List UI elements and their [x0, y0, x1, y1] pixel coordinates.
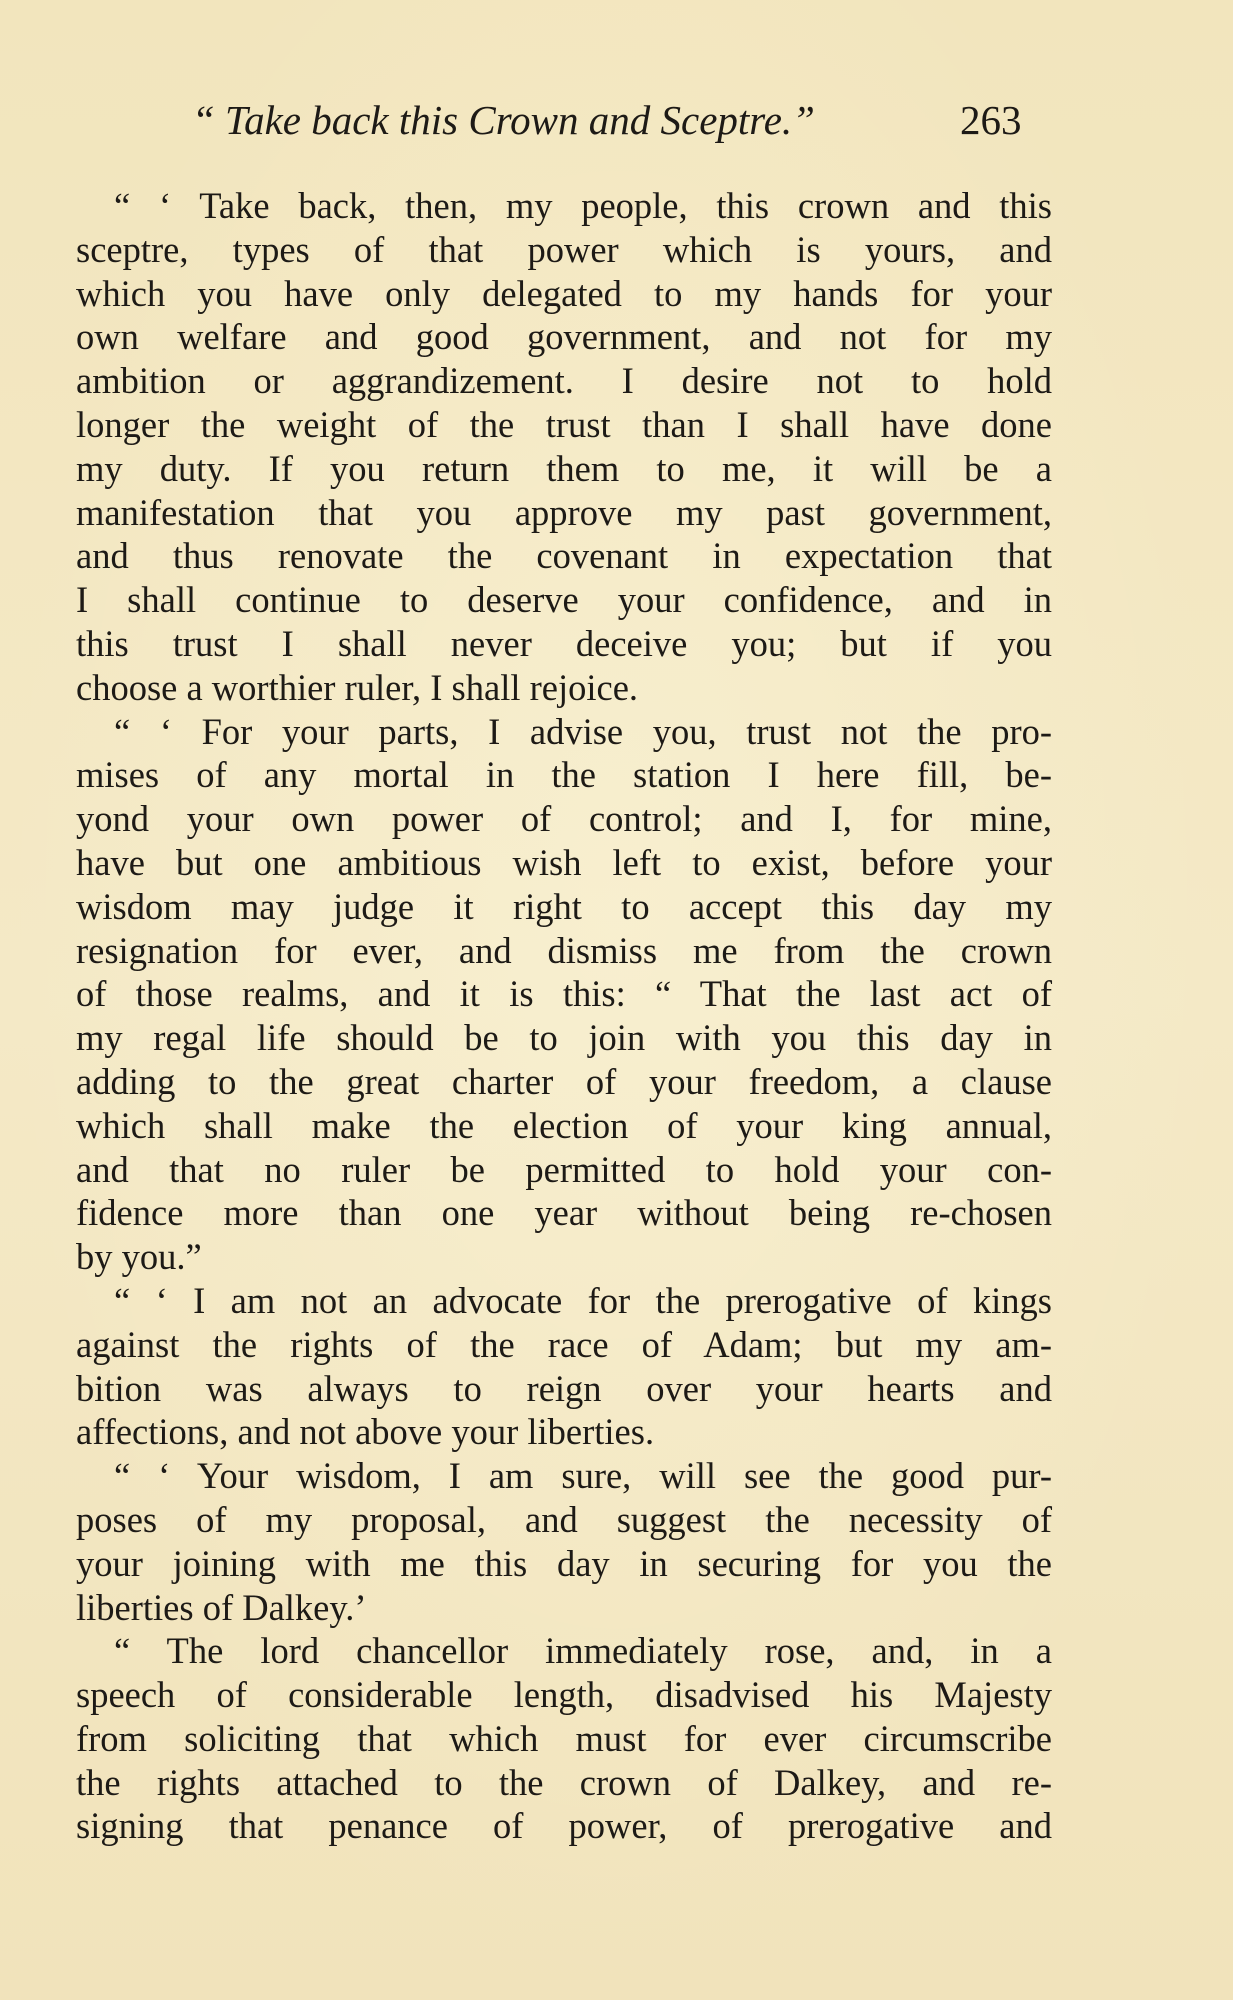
text-line: which shall make the election of your king annual,	[76, 1104, 1052, 1146]
text-line: from soliciting that which must for ever circumscribe	[76, 1717, 1052, 1759]
body-text	[76, 184, 1052, 1848]
text-line: by you.”	[76, 1236, 202, 1278]
text-line: my duty. If you return them to me, it will be a	[76, 447, 1052, 489]
text-line: adding to the great charter of your freedom, a clause	[76, 1060, 1052, 1102]
text-line: I shall continue to deserve your confidence, and in	[76, 579, 1052, 621]
page-number: 263	[960, 97, 1022, 143]
text-line: have but one ambitious wish left to exist, before your	[76, 841, 1052, 883]
text-line: the rights attached to the crown of Dalkey, and re-	[76, 1761, 1052, 1803]
text-line: this trust I shall never deceive you; but if you	[76, 622, 1052, 664]
text-line: fidence more than one year without being re-chosen	[76, 1192, 1052, 1234]
text-line: manifestation that you approve my past government,	[76, 491, 1052, 533]
running-head	[0, 92, 1233, 148]
text-line: ambition or aggrandizement. I desire not to hold	[76, 360, 1052, 402]
text-line: resignation for ever, and dismiss me from the crown	[76, 929, 1052, 971]
text-line: which you have only delegated to my hands for your	[76, 272, 1052, 314]
text-line: “ ‘ Your wisdom, I am sure, will see the good pur-	[114, 1455, 1052, 1497]
running-title: “ Take back this Crown and Sceptre.”	[192, 97, 815, 143]
text-line: longer the weight of the trust than I shall have done	[76, 403, 1052, 445]
text-line: own welfare and good government, and not for my	[76, 316, 1052, 358]
text-line: speech of considerable length, disadvised his Majesty	[76, 1674, 1052, 1716]
text-line: liberties of Dalkey.’	[76, 1586, 367, 1628]
text-line: and that no ruler be permitted to hold your con-	[76, 1148, 1052, 1190]
text-line: choose a worthier ruler, I shall rejoice.	[76, 666, 639, 708]
text-line: against the rights of the race of Adam; but my am-	[76, 1323, 1052, 1365]
text-line: yond your own power of control; and I, for mine,	[76, 798, 1052, 840]
text-line: “ ‘ I am not an advocate for the prerogative of kings	[114, 1279, 1052, 1321]
text-line: bition was always to reign over your hearts and	[76, 1367, 1052, 1409]
text-line: “ ‘ For your parts, I advise you, trust not the pro-	[114, 710, 1052, 752]
text-line: mises of any mortal in the station I here fill, be-	[76, 754, 1052, 796]
text-line: wisdom may judge it right to accept this day my	[76, 885, 1052, 927]
text-line: “ The lord chancellor immediately rose, and, in a	[114, 1630, 1052, 1672]
text-line: sceptre, types of that power which is yours, and	[76, 228, 1052, 270]
text-line: and thus renovate the covenant in expectation that	[76, 535, 1052, 577]
text-line: “ ‘ Take back, then, my people, this crown and this	[114, 185, 1052, 226]
text-line: signing that penance of power, of prerogative and	[76, 1805, 1052, 1847]
text-line: your joining with me this day in securing for you the	[76, 1542, 1052, 1584]
text-line: affections, and not above your liberties.	[76, 1411, 655, 1453]
text-line: my regal life should be to join with you this day in	[76, 1017, 1052, 1059]
text-line: of those realms, and it is this: “ That the last act of	[76, 973, 1052, 1015]
text-line: poses of my proposal, and suggest the necessity of	[76, 1498, 1052, 1540]
